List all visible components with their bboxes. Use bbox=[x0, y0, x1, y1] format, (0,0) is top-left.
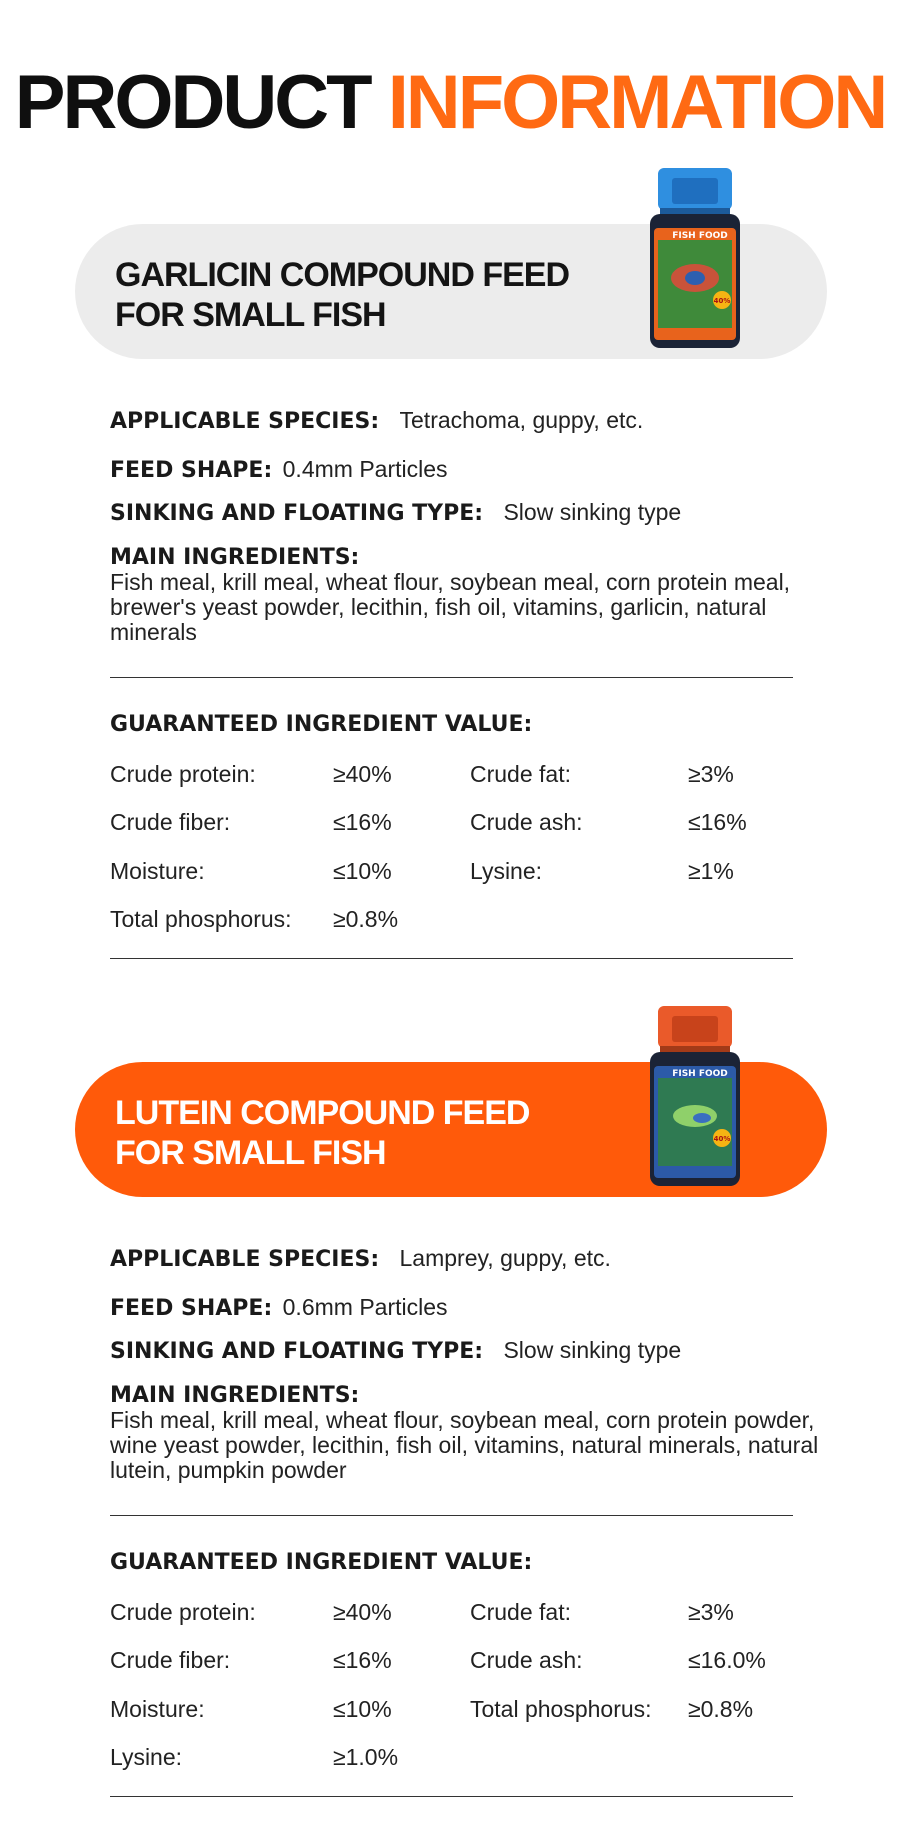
shape-label: FEED SHAPE: bbox=[110, 1296, 273, 1321]
value-name: Crude fiber: bbox=[110, 809, 231, 835]
bottle-label: FISH FOOD bbox=[672, 231, 728, 241]
value-name: Crude ash: bbox=[470, 809, 583, 835]
value-amount: ≥40% bbox=[333, 1599, 392, 1625]
page-title bbox=[0, 58, 900, 148]
shape-value: 0.6mm Particles bbox=[282, 1294, 448, 1320]
ingredients-value: Fish meal, krill meal, wheat flour, soybean meal, corn protein meal, brewer's yeast powder, lecithin, fish oil, vitamins, garlicin, natural minerals bbox=[110, 569, 791, 645]
value-amount: ≤16.0% bbox=[688, 1647, 766, 1673]
sinking-row bbox=[110, 1335, 681, 1367]
species-value: Lamprey, guppy, etc. bbox=[399, 1245, 611, 1271]
value-name: Total phosphorus: bbox=[470, 1696, 652, 1722]
value-name: Crude protein: bbox=[110, 761, 256, 787]
product-title-line2: FOR SMALL FISH bbox=[115, 296, 386, 334]
page-title-accent: INFORMATION bbox=[387, 60, 886, 145]
species-label: APPLICABLE SPECIES: bbox=[110, 409, 380, 434]
value-amount: ≥3% bbox=[688, 761, 734, 787]
value-name: Crude ash: bbox=[470, 1647, 583, 1673]
product-bottle-image bbox=[650, 168, 740, 348]
product-bottle-image bbox=[650, 1006, 740, 1186]
species-row bbox=[110, 1243, 611, 1275]
guaranteed-heading bbox=[110, 1546, 532, 1578]
divider bbox=[110, 677, 793, 678]
sinking-label: SINKING AND FLOATING TYPE: bbox=[110, 501, 484, 526]
guaranteed-heading bbox=[110, 708, 532, 740]
product-title-line1: GARLICIN COMPOUND FEED bbox=[115, 256, 569, 294]
value-name: Total phosphorus: bbox=[110, 906, 292, 932]
value-amount: ≤10% bbox=[333, 858, 392, 884]
value-name: Crude fiber: bbox=[110, 1647, 231, 1673]
species-label: APPLICABLE SPECIES: bbox=[110, 1247, 380, 1272]
value-name: Moisture: bbox=[110, 1696, 205, 1722]
divider bbox=[110, 958, 793, 959]
value-name: Crude protein: bbox=[110, 1599, 256, 1625]
species-row bbox=[110, 405, 643, 437]
value-amount: ≤10% bbox=[333, 1696, 392, 1722]
ingredients-label: MAIN INGREDIENTS: bbox=[110, 1383, 360, 1408]
value-name: Crude fat: bbox=[470, 761, 571, 787]
value-amount: ≥1% bbox=[688, 858, 734, 884]
value-amount: ≥1.0% bbox=[333, 1744, 399, 1770]
sinking-row bbox=[110, 497, 681, 529]
value-amount: ≥0.8% bbox=[333, 906, 399, 932]
divider bbox=[110, 1515, 793, 1516]
product-title-line2: FOR SMALL FISH bbox=[115, 1134, 386, 1172]
shape-row bbox=[110, 454, 448, 486]
sinking-value: Slow sinking type bbox=[503, 499, 682, 525]
product-title-line1: LUTEIN COMPOUND FEED bbox=[115, 1094, 530, 1132]
shape-label: FEED SHAPE: bbox=[110, 458, 273, 483]
sinking-label: SINKING AND FLOATING TYPE: bbox=[110, 1339, 484, 1364]
value-name: Lysine: bbox=[470, 858, 543, 884]
value-name: Crude fat: bbox=[470, 1599, 571, 1625]
sinking-value: Slow sinking type bbox=[503, 1337, 682, 1363]
page-title-dark: PRODUCT bbox=[14, 60, 370, 145]
bottle-badge: 40% bbox=[713, 297, 731, 305]
ingredients-value: Fish meal, krill meal, wheat flour, soybean meal, corn protein powder, wine yeast powder, lecithin, fish oil, vitamins, natural minerals, natural lutein, pumpkin powder bbox=[110, 1407, 819, 1483]
value-amount: ≥40% bbox=[333, 761, 392, 787]
value-amount: ≤16% bbox=[333, 809, 392, 835]
value-amount: ≤16% bbox=[688, 809, 747, 835]
shape-value: 0.4mm Particles bbox=[282, 456, 448, 482]
shape-row bbox=[110, 1292, 448, 1324]
product-title bbox=[115, 1093, 635, 1173]
bottle-badge: 40% bbox=[713, 1135, 731, 1143]
ingredients-label: MAIN INGREDIENTS: bbox=[110, 545, 360, 570]
value-name: Moisture: bbox=[110, 858, 205, 884]
value-name: Lysine: bbox=[110, 1744, 183, 1770]
value-amount: ≥3% bbox=[688, 1599, 734, 1625]
value-amount: ≤16% bbox=[333, 1647, 392, 1673]
guaranteed-label: GUARANTEED INGREDIENT VALUE: bbox=[110, 1550, 533, 1575]
guaranteed-label: GUARANTEED INGREDIENT VALUE: bbox=[110, 712, 533, 737]
bottle-label: FISH FOOD bbox=[672, 1069, 728, 1079]
divider bbox=[110, 1796, 793, 1797]
value-amount: ≥0.8% bbox=[688, 1696, 754, 1722]
species-value: Tetrachoma, guppy, etc. bbox=[399, 407, 644, 433]
product-title bbox=[115, 255, 635, 335]
